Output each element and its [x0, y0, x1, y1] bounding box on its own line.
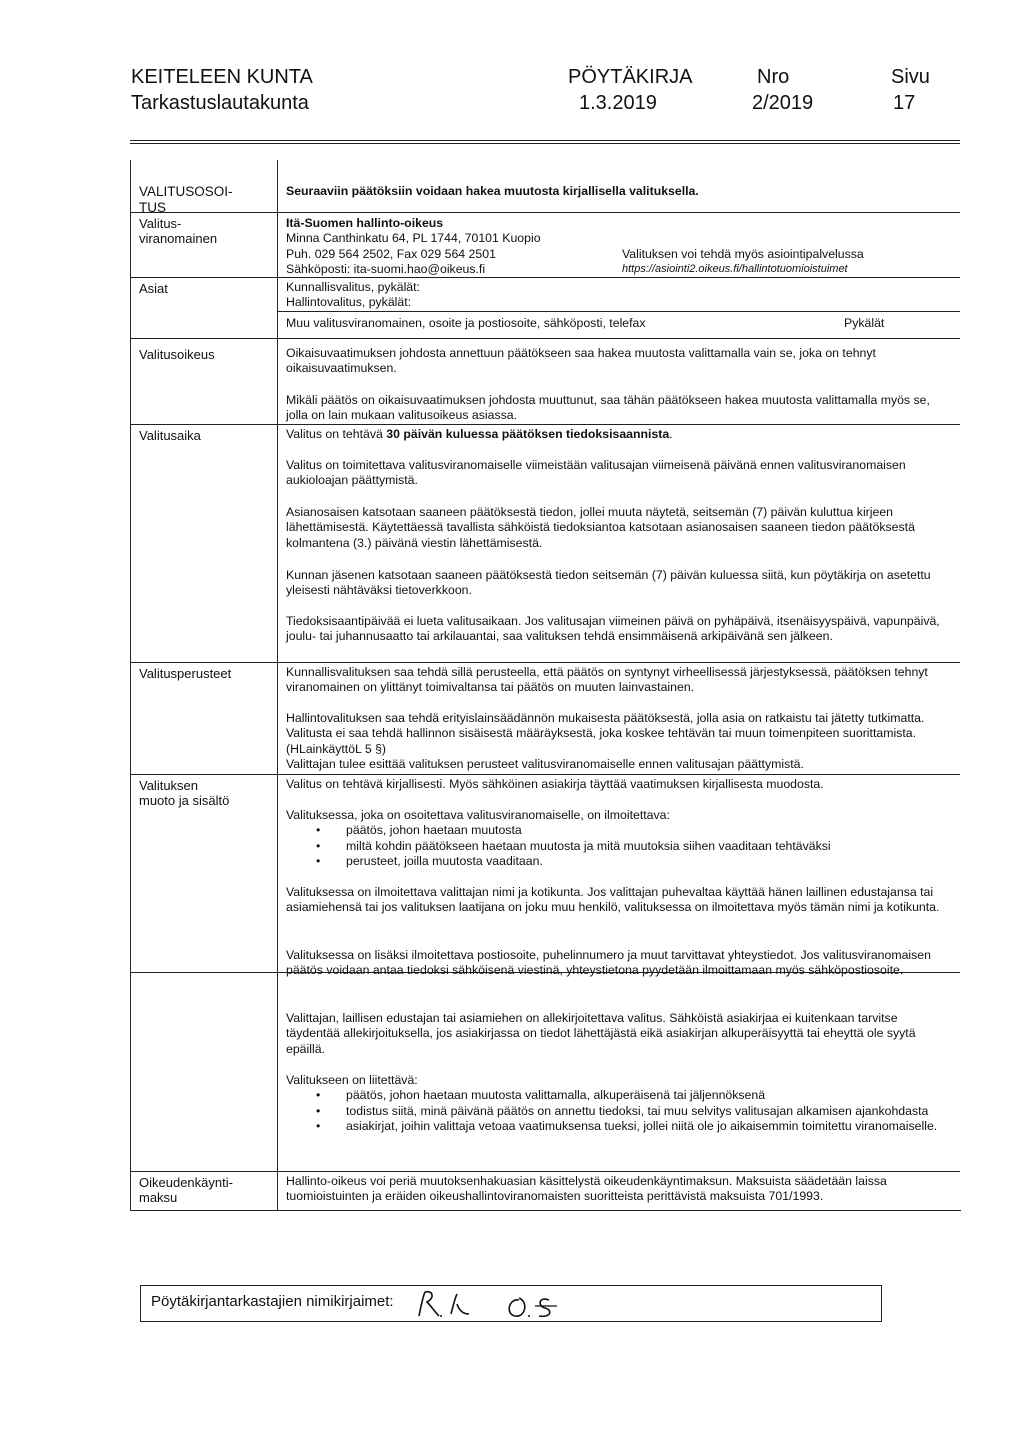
administrative-appeal-line: Hallintovalitus, pykälät: [286, 295, 412, 310]
paragraph [286, 711, 954, 773]
required-content-list [286, 823, 954, 869]
e-service-link[interactable]: https://asiointi2.oikeus.fi/hallintotuomioistuimet [622, 263, 848, 275]
other-authority-line: Muu valitusviranomainen, osoite ja postiosoite, sähköposti, telefax [286, 316, 646, 330]
paragraph: Valitus on tehtävä kirjallisesti. Myös sähköinen asiakirja täyttää vaatimuksen kirjallisesta muodosta. [286, 777, 824, 791]
paragraph: Valituksessa on lisäksi ilmoitettava postiosoite, puhelinnumero ja muut tarvittavat yhteystiedot. Jos valitusviranomaisen päätös voidaan antaa tiedoksi sähköisenä viestinä, yhteystietona pyydetään ilmoittamaan myös sähköpostiosoite. [286, 948, 931, 978]
paragraph: Valittajan tulee esittää valituksen perusteet valitusviranomaiselle ennen valitusajan päättymistä. [286, 757, 804, 772]
paragraph: Oikaisuvaatimuksen johdosta annettuun päätökseen saa hakea muutosta valittamalla vain se, joka on tehnyt oikaisuvaatimuksen. [286, 346, 876, 376]
authority-name: Itä-Suomen hallinto-oikeus [286, 216, 444, 230]
municipal-appeal-line: Kunnallisvalitus, pykälät: [286, 280, 420, 294]
nro-label: Nro [757, 66, 790, 88]
label-rule [130, 662, 277, 663]
appeal-right-text [286, 393, 954, 424]
list-item: • asiakirjat, joihin valittaja vetoaa vaatimuksensa tueksi, jollei niitä ole jo aikaisemmin toimitettu viranomaiselle. [286, 1119, 954, 1134]
label-rule [130, 1171, 277, 1172]
text-run: Valitus on tehtävä [286, 427, 387, 441]
paragraph: Valittajan, laillisen edustajan tai asiamiehen on allekirjoitettava valitus. Sähköistä asiakirjaa ei kuitenkaan tarvitse täydentää allekirjoituksella, jos asiakirjassa on tiedot lähettäjästä eikä asiakirjan alkuperäisyyttä tai eheyttä ole syytä epäillä. [286, 1011, 916, 1056]
list-item: • perusteet, joilla muutosta vaaditaan. [286, 854, 954, 869]
label-line: Oikeudenkäynti- [139, 1175, 233, 1190]
paragraph [286, 427, 954, 442]
attachments-block [286, 1073, 954, 1135]
label-valitusaika: Valitusaika [139, 428, 201, 443]
paragraph: Valituksessa on ilmoitettava valittajan nimi ja kotikunta. Jos valittajan puhevaltaa käyttää hänen laillinen edustajansa tai asiamiehensä tai jos valituksen laatijana on joku muu henkilö, valituksessa on ilmoitettava myös tämän nimi ja kotikunta. [286, 885, 940, 915]
doc-type: PÖYTÄKIRJA [568, 66, 693, 88]
paragraph: Asianosaisen katsotaan saaneen päätöksestä tiedon, jollei muuta näytetä, seitsemän (7) päivän kuluttua kirjeen lähettämisestä. Käytettäessä tavallista sähköistä tiedoksiantoa katsotaan asianosaisen saaneen tiedon päätöksestä kolmantena (3.) päivänä viestin lähettämisestä. [286, 505, 915, 550]
section-rule [277, 424, 960, 425]
list-item: • miltä kohdin päätökseen haetaan muutosta ja mitä muutoksia siihen vaaditaan tehtäväksi [286, 839, 954, 854]
label-valitusviranomainen [139, 216, 274, 246]
label-rule [130, 277, 277, 278]
paragraph: Hallintovalituksen saa tehdä erityislainsäädännön mukaisesta päätöksestä, jolla asia on ratkaistu tai jätetty tutkimatta. Valitusta ei saa tehdä hallinnon sisäisestä määräyksestä, joka koskee tehtävän tai muun toimenpiteen suorittamista. (HLainkäyttöL 5 §) [286, 711, 925, 756]
intro-statement: Seuraaviin päätöksiin voidaan hakea muutosta kirjallisella valituksella. [286, 184, 699, 198]
label-valitusoikeus: Valitusoikeus [139, 347, 215, 362]
court-fee-text: Hallinto-oikeus voi periä muutoksenhakuasian käsittelystä oikeudenkäyntimaksun. Maksuista säädetään laissa tuomioistuinten ja eräiden oikeushallintoviranomaisten suoritteista perittävistä maksuista 701/1993. [286, 1174, 887, 1204]
label-oikeudenkayntimaksu [139, 1175, 274, 1205]
label-line: maksu [139, 1190, 178, 1205]
section-rule [277, 338, 960, 339]
authority-email: Sähköposti: ita-suomi.hao@oikeus.fi [286, 262, 486, 277]
label-rule [130, 774, 277, 775]
sections-header: Pykälät [844, 316, 885, 330]
label-line: viranomainen [139, 231, 218, 246]
appeal-right-text [286, 346, 954, 377]
column-separator [277, 160, 278, 1210]
handwritten-initials [411, 1286, 611, 1320]
section-rule [277, 311, 960, 312]
section-rule [277, 212, 960, 213]
meeting-date: 1.3.2019 [579, 92, 657, 114]
label-rule [130, 972, 277, 973]
required-content-block [286, 808, 954, 870]
list-item: • päätös, johon haetaan muutosta valittamalla, alkuperäisenä tai jäljennöksenä [286, 1088, 954, 1103]
section-rule [277, 774, 960, 775]
paragraph: Valitukseen on liitettävä: [286, 1073, 418, 1087]
paragraph: Mikäli päätös on oikaisuvaatimuksen johdosta muuttunut, saa tähän päätökseen hakea muutosta valittamalla myös se, jolla on lain mukaan valitusoikeus asiassa. [286, 393, 930, 423]
paragraph: Kunnallisvalituksen saa tehdä sillä perusteella, että päätös on syntynyt virheellisessä järjestyksessä, päätöksen tehnyt viranomainen on ylittänyt toimivaltansa tai päätös on muuten lainvastainen. [286, 665, 928, 695]
paragraph: Valitus on toimitettava valitusviranomaiselle viimeistään valitusajan viimeisenä päivänä ennen valitusviranomaisen aukioloajan päättymistä. [286, 458, 906, 488]
signature-box [140, 1285, 882, 1322]
label-line: Valitus- [139, 216, 182, 231]
label-valitusperusteet: Valitusperusteet [139, 666, 232, 681]
authority-address: Minna Canthinkatu 64, PL 1744, 70101 Kuopio [286, 231, 541, 246]
header-rule-1 [130, 140, 960, 141]
matters-block [286, 280, 954, 311]
appeal-period-text [286, 427, 954, 442]
label-muoto-ja-sisalto [139, 778, 274, 808]
label-line: Valituksen [139, 778, 199, 793]
list-item: • päätös, johon haetaan muutosta [286, 823, 954, 838]
paragraph: Kunnan jäsenen katsotaan saaneen päätöksestä tiedon seitsemän (7) päivän kuluessa siitä, kun pöytäkirja on asetettu yleisesti nähtäväksi tietoverkkoon. [286, 568, 931, 598]
label-line: muoto ja sisältö [139, 793, 230, 808]
paragraph: Tiedoksisaantipäivää ei lueta valitusaikaan. Jos valitusajan viimeinen päivä on pyhäpäivä, itsenäisyyspäivä, vapunpäivä, joulu- tai juhannusaatto tai arkilauantai, saa valituksen tehdä ensimmäisenä arkipäivänä sen jälkeen. [286, 614, 940, 644]
deadline-emphasis: 30 päivän kuluessa päätöksen tiedoksisaannista [386, 427, 670, 441]
signature-label: Pöytäkirjantarkastajien nimikirjaimet: [151, 1293, 394, 1310]
e-service-note: Valituksen voi tehdä myös asiointipalvelussa [622, 247, 864, 261]
label-asiat: Asiat [139, 281, 168, 296]
authority-phone: Puh. 029 564 2502, Fax 029 564 2501 [286, 246, 496, 261]
text-run: . [669, 427, 673, 441]
label-valitusosoitus: VALITUSOSOI-TUS [139, 184, 233, 215]
label-rule [130, 424, 277, 425]
page-number: 17 [893, 92, 916, 114]
label-rule [130, 338, 277, 339]
list-item: • todistus siitä, minä päivänä päätös on annettu tiedoksi, tai muu selvitys valitusajan alkamisen ajankohdasta [286, 1104, 954, 1119]
record-number: 2/2019 [752, 92, 814, 114]
paragraph: Valituksessa, joka on osoitettava valitusviranomaiselle, on ilmoitettava: [286, 808, 670, 822]
attachments-list [286, 1088, 954, 1134]
committee-name: Tarkastuslautakunta [131, 92, 309, 114]
sivu-label: Sivu [891, 66, 930, 88]
header-rule-2 [130, 143, 960, 144]
section-rule [277, 1171, 960, 1172]
org-name: KEITELEEN KUNTA [131, 66, 313, 88]
section-rule [277, 662, 960, 663]
